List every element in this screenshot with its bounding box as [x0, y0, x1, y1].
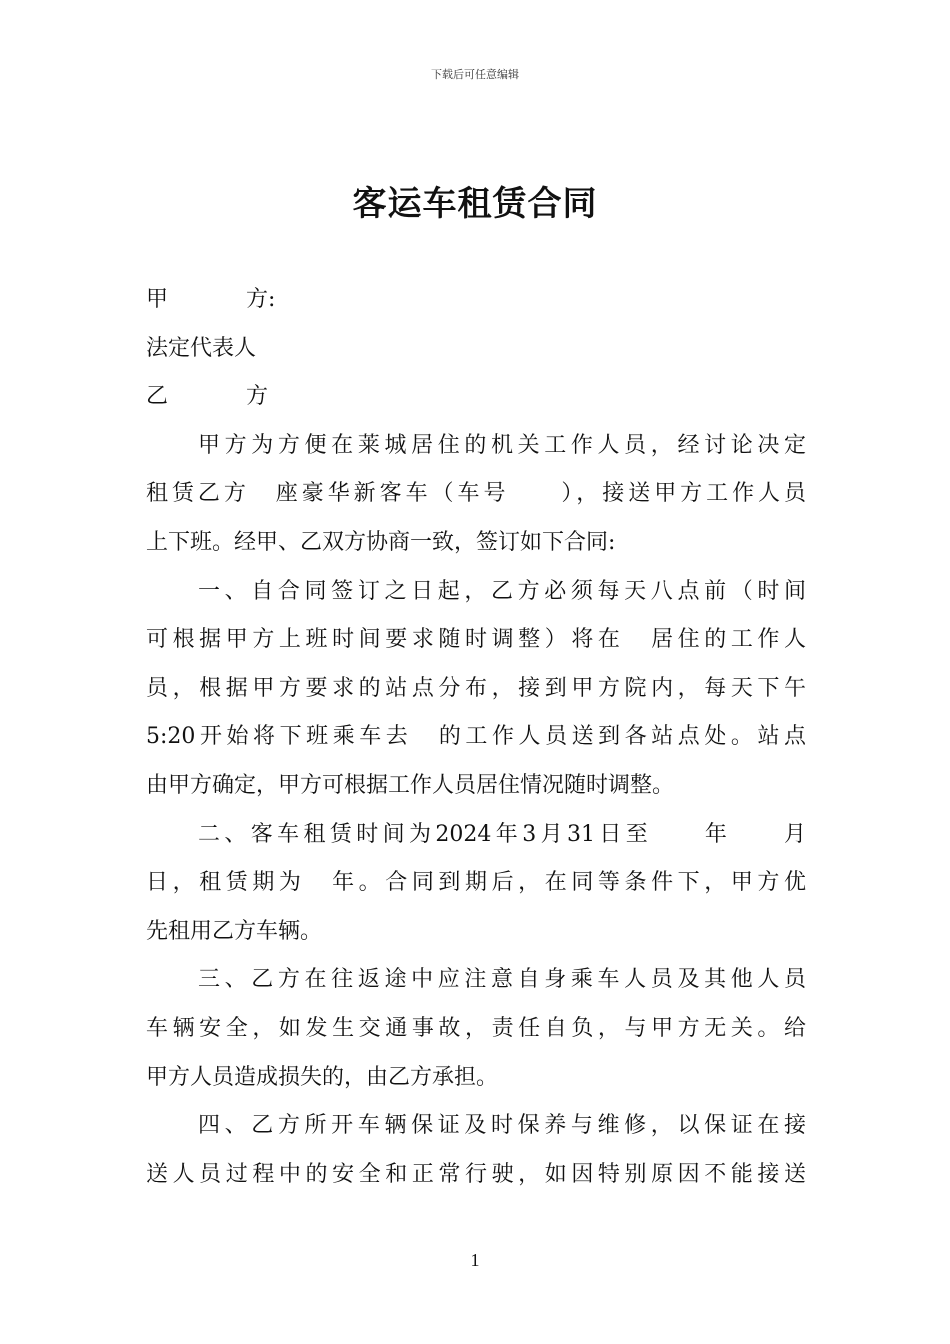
paragraph-line: 可根据甲方上班时间要求随时调整）将在 居住的工作人	[146, 627, 806, 653]
party-b-line	[146, 373, 806, 422]
header-note: 下载后可任意编辑	[431, 68, 519, 81]
paragraph-line: 先租用乙方车辆。	[146, 918, 323, 944]
paragraph-line: 租赁乙方 座豪华新客车（车号 ），接送甲方工作人员	[146, 481, 806, 507]
paragraph-line: 送人员过程中的安全和正常行驶，如因特别原因不能接送	[146, 1161, 806, 1187]
paragraph-line: 5:20开始将下班乘车去 的工作人员送到各站点处。站点	[146, 724, 806, 750]
paragraph-line: 由甲方确定，甲方可根据工作人员居住情况随时调整。	[146, 772, 675, 798]
party-a-label-2: 方:	[246, 287, 276, 312]
paragraph-line: 四、乙方所开车辆保证及时保养与维修，以保证在接	[198, 1113, 806, 1139]
party-a-label-1: 甲	[146, 287, 169, 312]
party-b-label-1: 乙	[146, 384, 169, 410]
party-a-line	[146, 276, 806, 325]
document-title: 客运车租赁合同	[352, 184, 598, 224]
paragraph-line: 车辆安全，如发生交通事故，责任自负，与甲方无关。给	[146, 1015, 806, 1041]
paragraph-line: 员，根据甲方要求的站点分布，接到甲方院内，每天下午	[146, 675, 806, 701]
page-number: 1	[470, 1250, 480, 1270]
contract-body	[146, 276, 806, 1199]
paragraph-line: 日，租赁期为 年。合同到期后，在同等条件下，甲方优	[146, 870, 806, 896]
paragraph-line: 甲方人员造成损失的，由乙方承担。	[146, 1064, 499, 1090]
paragraph-line: 三、乙方在往返途中应注意自身乘车人员及其他人员	[198, 967, 806, 993]
paragraph-line: 一、自合同签订之日起，乙方必须每天八点前（时间	[198, 578, 806, 604]
paragraph-line: 二、客车租赁时间为2024年3月31日至 年 月	[198, 821, 806, 847]
paragraph-line: 上下班。经甲、乙双方协商一致，签订如下合同:	[146, 529, 616, 555]
party-b-label-2: 方	[246, 384, 269, 410]
legal-rep-line: 法定代表人	[146, 335, 257, 361]
paragraph-line: 甲方为方便在莱城居住的机关工作人员，经讨论决定	[198, 432, 806, 458]
